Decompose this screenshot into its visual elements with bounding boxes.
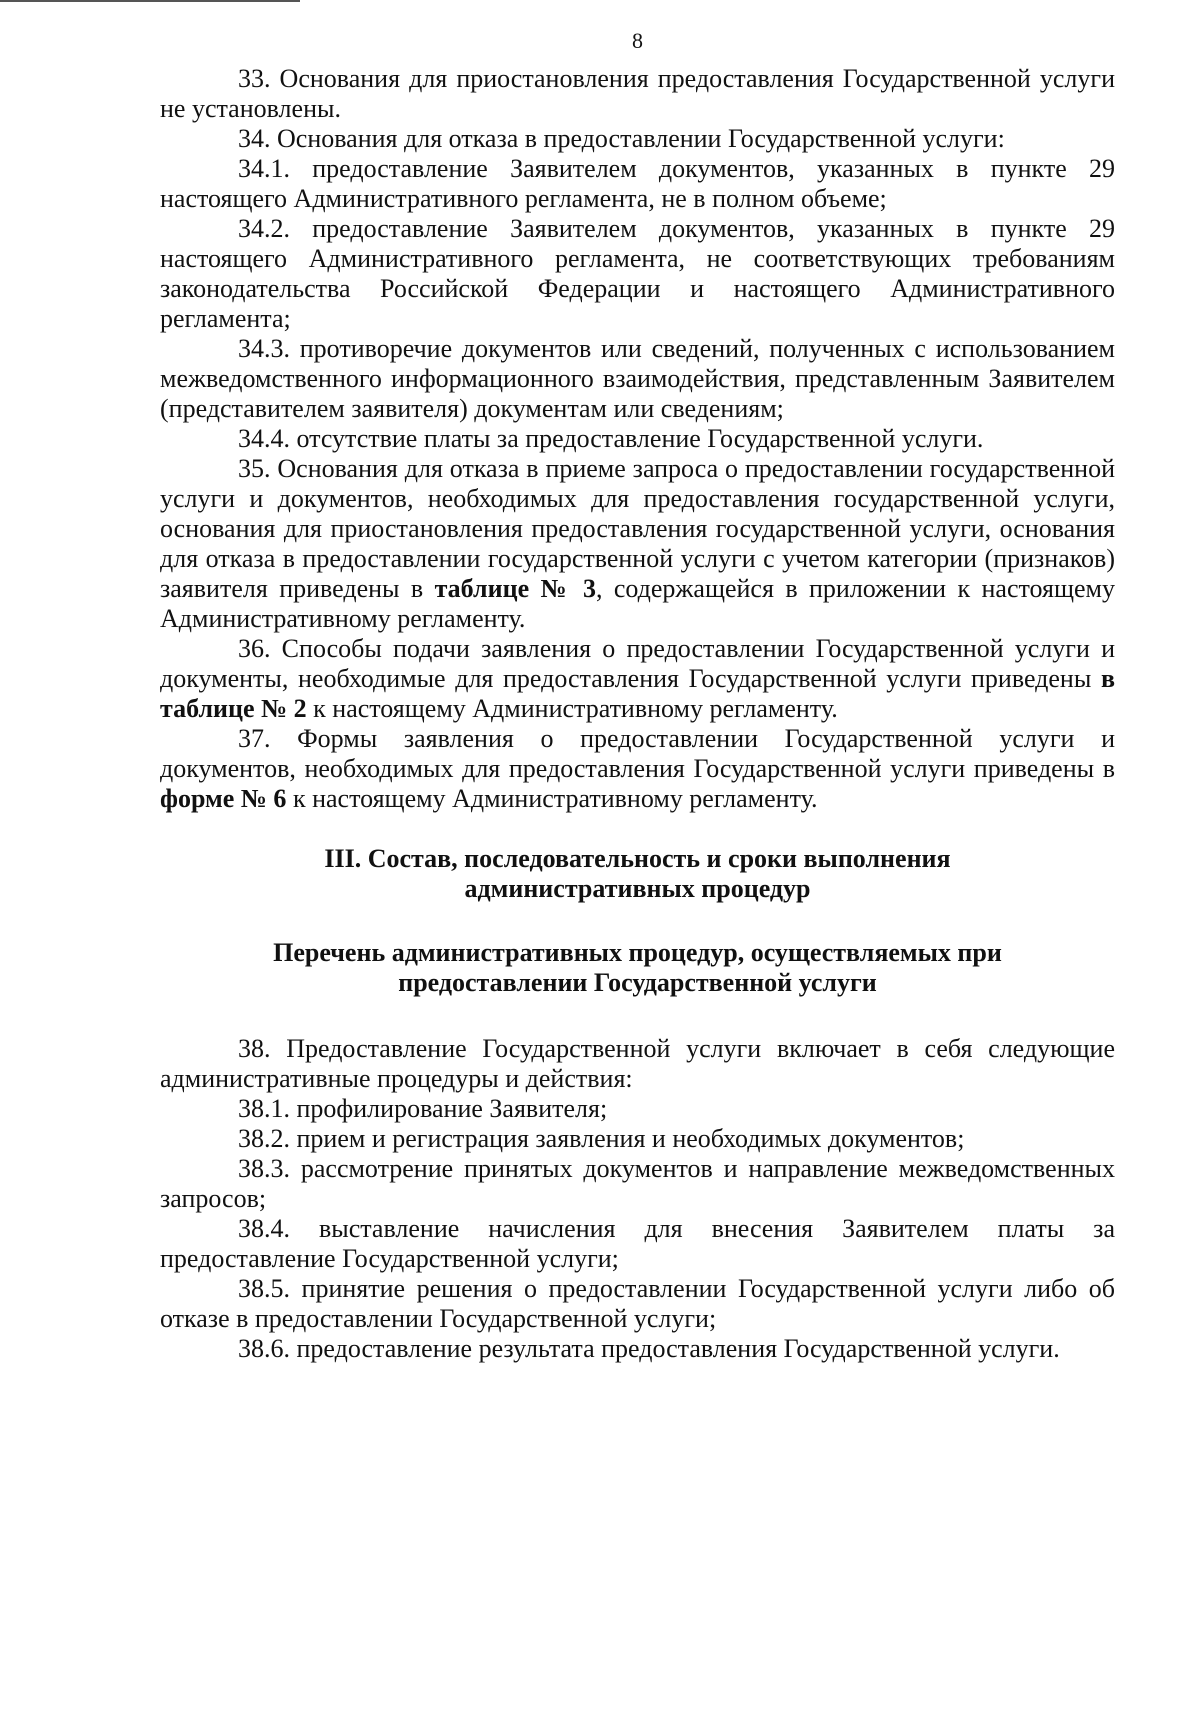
paragraph-38: 38. Предоставление Государственной услуги включает в себя следующие административные процедуры и действия: — [160, 1034, 1115, 1093]
paragraph-35-text-c: , содержащейся в приложении к настоящему Административному регламенту. — [160, 574, 1115, 633]
paragraph-35 — [160, 454, 1115, 634]
paragraph-36-text-a: 36. Способы подачи заявления о предоставлении Государственной услуги и документы, необходимые для предоставления Государственной услуги приведены — [160, 634, 1115, 693]
paragraph-37-text-c: к настоящему Административному регламенту. — [286, 784, 818, 813]
paragraph-34: 34. Основания для отказа в предоставлении Государственной услуги: — [238, 124, 1005, 153]
paragraph-38-1: 38.1. профилирование Заявителя; — [238, 1094, 608, 1123]
sub-heading-line-1: Перечень административных процедур, осуществляемых при — [273, 938, 1002, 967]
sub-heading-line-2: предоставлении Государственной услуги — [398, 968, 877, 997]
paragraph-33: 33. Основания для приостановления предоставления Государственной услуги не установлены. — [160, 64, 1115, 123]
paragraph-34-1: 34.1. предоставление Заявителем документов, указанных в пункте 29 настоящего Административного регламента, не в полном объеме; — [160, 154, 1115, 213]
page-number: 8 — [632, 28, 643, 53]
section-heading-line-2: административных процедур — [464, 874, 811, 903]
paragraph-35-table-ref: таблице № 3 — [434, 574, 596, 603]
sub-heading — [160, 938, 1115, 998]
paragraph-38-5: 38.5. принятие решения о предоставлении Государственной услуги либо об отказе в предоставлении Государственной услуги; — [160, 1274, 1115, 1333]
paragraph-35-text-a: 35. Основания для отказа в приеме запроса о предоставлении государственной услуги и документов, необходимых для предоставления государственной услуги, основания для приостановления предоставления государственной услуги, основания для отказа в предоставлении государственной услуги с учетом категории (признаков) заявителя приведены в — [160, 454, 1115, 603]
paragraph-37-form-ref: форме № 6 — [160, 784, 287, 813]
paragraph-36-text-c: к настоящему Административному регламенту. — [306, 694, 838, 723]
section-heading — [160, 844, 1115, 904]
paragraph-36 — [160, 634, 1115, 724]
paragraph-38-3: 38.3. рассмотрение принятых документов и направление межведомственных запросов; — [160, 1154, 1115, 1213]
section-heading-line-1: III. Состав, последовательность и сроки выполнения — [324, 844, 951, 873]
paragraph-34-2: 34.2. предоставление Заявителем документов, указанных в пункте 29 настоящего Административного регламента, не соответствующих требованиям законодательства Российской Федерации и настоящего Административного регламента; — [160, 214, 1115, 333]
paragraph-38-6: 38.6. предоставление результата предоставления Государственной услуги. — [238, 1334, 1060, 1363]
paragraph-38-4: 38.4. выставление начисления для внесения Заявителем платы за предоставление Государственной услуги; — [160, 1214, 1115, 1273]
paragraph-36-table-ref: в таблице № 2 — [160, 664, 1115, 723]
document-page — [160, 28, 1115, 1364]
paragraph-38-2: 38.2. прием и регистрация заявления и необходимых документов; — [238, 1124, 965, 1153]
paragraph-34-3: 34.3. противоречие документов или сведений, полученных с использованием межведомственного информационного взаимодействия, представленным Заявителем (представителем заявителя) документам или сведениям; — [160, 334, 1115, 423]
paragraph-37 — [160, 724, 1115, 814]
scan-edge-line — [0, 0, 300, 2]
paragraph-34-4: 34.4. отсутствие платы за предоставление Государственной услуги. — [238, 424, 984, 453]
paragraph-37-text-a: 37. Формы заявления о предоставлении Государственной услуги и документов, необходимых для предоставления Государственной услуги приведены в — [160, 724, 1115, 783]
